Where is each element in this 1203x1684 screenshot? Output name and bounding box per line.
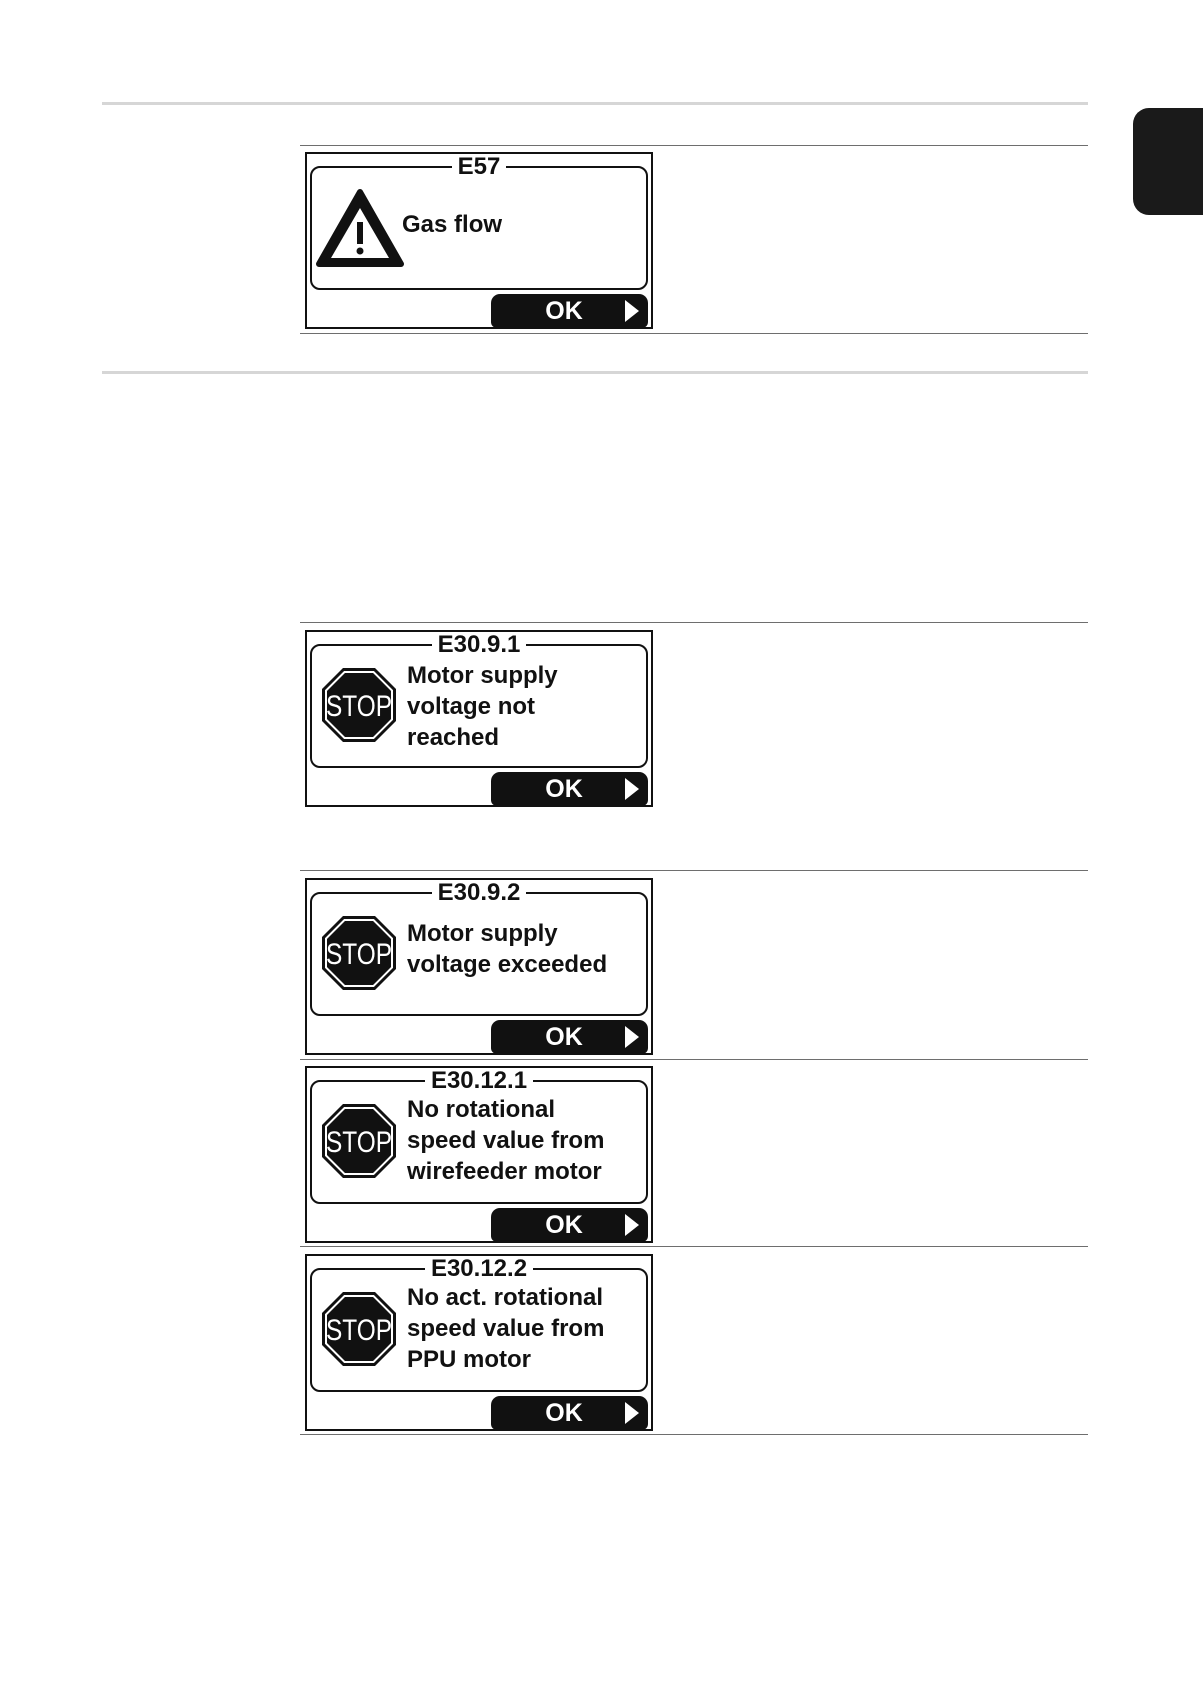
stop-sign-icon bbox=[319, 1101, 399, 1181]
warning-triangle-icon bbox=[315, 188, 405, 270]
ok-button[interactable] bbox=[491, 1208, 648, 1242]
section-rule-top bbox=[102, 102, 1088, 105]
message-text: Motor supply voltage not reached bbox=[407, 662, 558, 751]
message-text: Gas flow bbox=[402, 211, 503, 238]
section-rule-middle bbox=[102, 371, 1088, 374]
arrow-right-icon bbox=[625, 1026, 639, 1048]
chapter-tab-marker bbox=[1133, 108, 1203, 215]
svg-text:STOP: STOP bbox=[326, 1126, 392, 1159]
error-screen-e30-9-1 bbox=[305, 630, 653, 807]
error-code: E30.12.2 bbox=[425, 1256, 533, 1282]
svg-text:STOP: STOP bbox=[326, 690, 392, 723]
error-code: E30.9.2 bbox=[432, 880, 527, 906]
arrow-right-icon bbox=[625, 300, 639, 322]
ok-button[interactable] bbox=[491, 1396, 648, 1430]
arrow-right-icon bbox=[625, 778, 639, 800]
table-line bbox=[300, 870, 1088, 871]
error-code: E57 bbox=[452, 154, 507, 180]
ok-button-label: OK bbox=[545, 1023, 583, 1051]
svg-text:STOP: STOP bbox=[326, 938, 392, 971]
message-text: No rotational speed value from wirefeeder motor bbox=[407, 1096, 605, 1185]
ok-button-label: OK bbox=[545, 297, 583, 325]
message-text: No act. rotational speed value from PPU motor bbox=[407, 1284, 605, 1373]
stop-sign-icon bbox=[319, 1289, 399, 1369]
stop-sign-icon bbox=[319, 913, 399, 993]
table-line bbox=[300, 622, 1088, 623]
arrow-right-icon bbox=[625, 1214, 639, 1236]
svg-text:STOP: STOP bbox=[326, 1314, 392, 1347]
ok-button-label: OK bbox=[545, 1399, 583, 1427]
message-text: Motor supply voltage exceeded bbox=[407, 920, 608, 978]
ok-button[interactable] bbox=[491, 772, 648, 806]
error-screen-e30-12-2 bbox=[305, 1254, 653, 1431]
error-screen-e57 bbox=[305, 152, 653, 329]
stop-sign-icon bbox=[319, 665, 399, 745]
arrow-right-icon bbox=[625, 1402, 639, 1424]
error-code: E30.12.1 bbox=[425, 1068, 533, 1094]
ok-button[interactable] bbox=[491, 1020, 648, 1054]
table-line bbox=[300, 1434, 1088, 1435]
ok-button-label: OK bbox=[545, 1211, 583, 1239]
table-line bbox=[300, 1246, 1088, 1247]
error-screen-e30-12-1 bbox=[305, 1066, 653, 1243]
table-line bbox=[300, 333, 1088, 334]
table-line bbox=[300, 145, 1088, 146]
error-screen-e30-9-2 bbox=[305, 878, 653, 1055]
ok-button[interactable] bbox=[491, 294, 648, 328]
table-line bbox=[300, 1059, 1088, 1060]
error-code: E30.9.1 bbox=[432, 632, 527, 658]
ok-button-label: OK bbox=[545, 775, 583, 803]
